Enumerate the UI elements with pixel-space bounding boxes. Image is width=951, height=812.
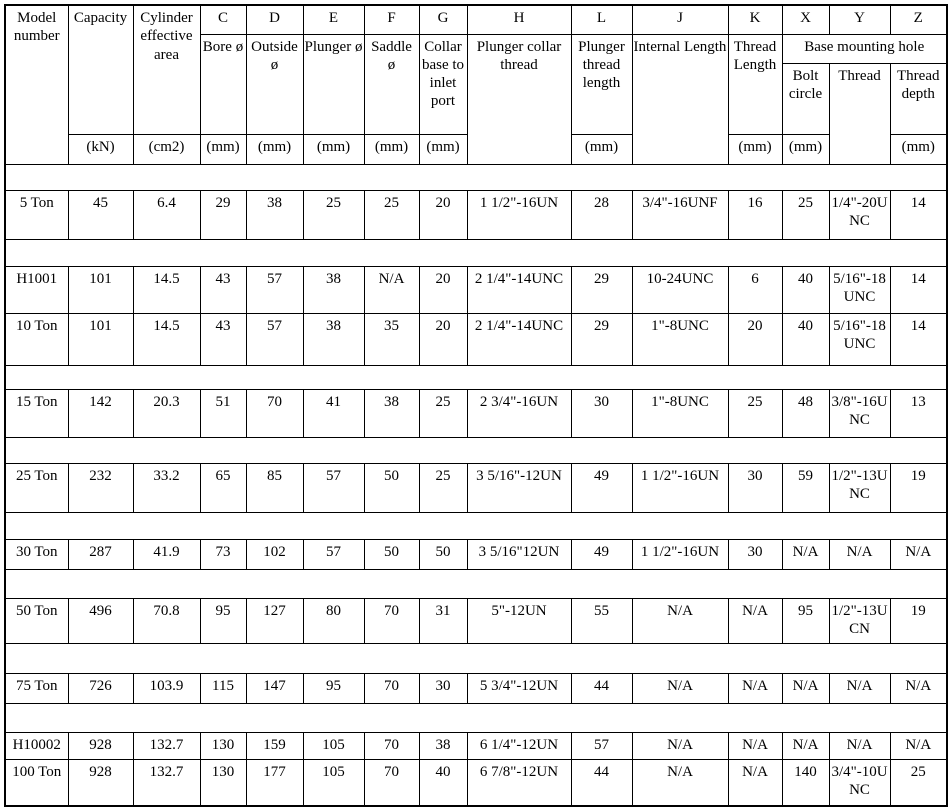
unit-x: (mm) — [782, 134, 829, 164]
table-cell: 44 — [571, 673, 632, 703]
table-cell: 2 1/4"-14UNC — [467, 313, 571, 365]
table-cell: N/A — [728, 759, 782, 806]
column-desc-plunger: Plunger ø — [303, 34, 364, 134]
table-cell: 5 3/4"-12UN — [467, 673, 571, 703]
table-cell: 3/8"-16UNC — [829, 389, 890, 437]
table-cell: 50 — [364, 539, 419, 569]
table-cell: 496 — [68, 598, 133, 643]
spacer-row — [5, 569, 947, 598]
table-cell: 1"-8UNC — [632, 389, 728, 437]
model-number-cell: 10 Ton — [5, 313, 68, 365]
table-cell: 13 — [890, 389, 947, 437]
table-cell: 159 — [246, 732, 303, 759]
column-desc-bore: Bore ø — [200, 34, 246, 134]
table-cell: N/A — [632, 598, 728, 643]
table-cell: 48 — [782, 389, 829, 437]
table-cell: 45 — [68, 190, 133, 239]
table-cell: N/A — [890, 539, 947, 569]
table-cell: 25 — [419, 389, 467, 437]
table-cell: 25 — [303, 190, 364, 239]
table-cell: 1/4"-20UNC — [829, 190, 890, 239]
column-letter-z: Z — [890, 5, 947, 34]
table-row — [5, 539, 947, 569]
table-cell: 57 — [303, 463, 364, 512]
column-letter-g: G — [419, 5, 467, 34]
table-cell: 1/2"-13UCN — [829, 598, 890, 643]
column-desc-plunger-thread-length: Plunger thread length — [571, 34, 632, 134]
spacer-cell — [5, 437, 947, 463]
spacer-row — [5, 643, 947, 673]
table-cell: 49 — [571, 463, 632, 512]
table-cell: 29 — [571, 266, 632, 313]
table-cell: 49 — [571, 539, 632, 569]
model-number-cell: H1001 — [5, 266, 68, 313]
unit-cylinder-area: (cm2) — [133, 134, 200, 164]
table-cell: 20.3 — [133, 389, 200, 437]
table-cell: 130 — [200, 732, 246, 759]
table-cell: 140 — [782, 759, 829, 806]
spacer-cell — [5, 643, 947, 673]
table-cell: 6.4 — [133, 190, 200, 239]
spacer-row — [5, 512, 947, 539]
table-cell: 1/2"-13UNC — [829, 463, 890, 512]
table-cell: 20 — [419, 266, 467, 313]
table-cell: 14.5 — [133, 266, 200, 313]
table-row — [5, 598, 947, 643]
model-number-cell: 15 Ton — [5, 389, 68, 437]
table-row — [5, 759, 947, 806]
column-desc-thread: Thread — [829, 63, 890, 164]
table-cell: 3 5/16"-12UN — [467, 463, 571, 512]
table-cell: 3 5/16"12UN — [467, 539, 571, 569]
column-header-capacity: Capacity — [68, 5, 133, 134]
spacer-cell — [5, 569, 947, 598]
table-cell: N/A — [632, 732, 728, 759]
column-desc-saddle: Saddle ø — [364, 34, 419, 134]
table-cell: 41 — [303, 389, 364, 437]
table-cell: 928 — [68, 759, 133, 806]
table-cell: 29 — [200, 190, 246, 239]
table-cell: 1 1/2"-16UN — [467, 190, 571, 239]
column-desc-plunger-collar-thread: Plunger collar thread — [467, 34, 571, 164]
table-cell: 232 — [68, 463, 133, 512]
table-cell: 57 — [303, 539, 364, 569]
table-cell: 25 — [419, 463, 467, 512]
table-cell: 50 — [364, 463, 419, 512]
table-cell: 38 — [303, 266, 364, 313]
column-desc-collar-base: Collar base to inlet port — [419, 34, 467, 134]
spacer-cell — [5, 239, 947, 266]
table-cell: 101 — [68, 313, 133, 365]
table-cell: 35 — [364, 313, 419, 365]
table-cell: 14 — [890, 313, 947, 365]
table-cell: 103.9 — [133, 673, 200, 703]
table-header — [5, 5, 947, 164]
table-cell: 5"-12UN — [467, 598, 571, 643]
table-cell: 29 — [571, 313, 632, 365]
column-desc-bolt-circle: Bolt circle — [782, 63, 829, 134]
table-cell: 1 1/2"-16UN — [632, 463, 728, 512]
table-cell: 80 — [303, 598, 364, 643]
table-cell: 19 — [890, 598, 947, 643]
unit-z: (mm) — [890, 134, 947, 164]
table-cell: 177 — [246, 759, 303, 806]
table-cell: 127 — [246, 598, 303, 643]
table-cell: 70.8 — [133, 598, 200, 643]
table-cell: 105 — [303, 732, 364, 759]
table-cell: 14 — [890, 190, 947, 239]
table-cell: 5/16"-18UNC — [829, 266, 890, 313]
table-row — [5, 389, 947, 437]
table-cell: 44 — [571, 759, 632, 806]
table-cell: 14.5 — [133, 313, 200, 365]
table-cell: 287 — [68, 539, 133, 569]
table-body — [5, 164, 947, 806]
table-cell: 70 — [246, 389, 303, 437]
table-cell: 132.7 — [133, 732, 200, 759]
column-letter-f: F — [364, 5, 419, 34]
model-number-cell: 25 Ton — [5, 463, 68, 512]
column-desc-thread-length: Thread Length — [728, 34, 782, 134]
spacer-cell — [5, 703, 947, 732]
table-cell: 102 — [246, 539, 303, 569]
model-number-cell: 50 Ton — [5, 598, 68, 643]
column-letter-j: J — [632, 5, 728, 34]
cylinder-spec-table — [4, 4, 948, 807]
table-cell: 30 — [419, 673, 467, 703]
table-cell: N/A — [632, 759, 728, 806]
column-letter-d: D — [246, 5, 303, 34]
table-cell: 3/4"-10UNC — [829, 759, 890, 806]
table-cell: 33.2 — [133, 463, 200, 512]
table-cell: 6 1/4"-12UN — [467, 732, 571, 759]
column-letter-l: L — [571, 5, 632, 34]
table-cell: N/A — [829, 732, 890, 759]
table-cell: 55 — [571, 598, 632, 643]
column-desc-thread-depth: Thread depth — [890, 63, 947, 134]
column-letter-e: E — [303, 5, 364, 34]
table-cell: N/A — [890, 732, 947, 759]
table-cell: 28 — [571, 190, 632, 239]
table-cell: 3/4"-16UNF — [632, 190, 728, 239]
unit-l: (mm) — [571, 134, 632, 164]
table-cell: N/A — [829, 539, 890, 569]
spacer-row — [5, 365, 947, 389]
column-header-model-number: Model number — [5, 5, 68, 164]
table-cell: 40 — [782, 266, 829, 313]
unit-e: (mm) — [303, 134, 364, 164]
column-letter-k: K — [728, 5, 782, 34]
column-header-cylinder-area: Cylinder effective area — [133, 5, 200, 134]
column-desc-internal-length: Internal Length — [632, 34, 728, 164]
table-cell: 10-24UNC — [632, 266, 728, 313]
table-cell: 130 — [200, 759, 246, 806]
table-cell: N/A — [829, 673, 890, 703]
table-cell: 73 — [200, 539, 246, 569]
spacer-row — [5, 239, 947, 266]
table-cell: 70 — [364, 673, 419, 703]
table-cell: 2 3/4"-16UN — [467, 389, 571, 437]
table-cell: N/A — [782, 673, 829, 703]
table-cell: 41.9 — [133, 539, 200, 569]
table-cell: 70 — [364, 759, 419, 806]
table-cell: 105 — [303, 759, 364, 806]
column-letter-y: Y — [829, 5, 890, 34]
table-row — [5, 313, 947, 365]
table-cell: 14 — [890, 266, 947, 313]
table-cell: 6 7/8"-12UN — [467, 759, 571, 806]
table-cell: N/A — [890, 673, 947, 703]
table-cell: 25 — [782, 190, 829, 239]
unit-f: (mm) — [364, 134, 419, 164]
table-cell: 70 — [364, 732, 419, 759]
table-cell: 57 — [571, 732, 632, 759]
table-cell: 51 — [200, 389, 246, 437]
table-cell: N/A — [782, 539, 829, 569]
table-cell: 16 — [728, 190, 782, 239]
table-cell: N/A — [364, 266, 419, 313]
table-cell: 38 — [246, 190, 303, 239]
table-cell: 95 — [200, 598, 246, 643]
table-cell: 928 — [68, 732, 133, 759]
table-cell: 25 — [890, 759, 947, 806]
model-number-cell: 30 Ton — [5, 539, 68, 569]
table-row — [5, 732, 947, 759]
model-number-cell: H10002 — [5, 732, 68, 759]
table-row — [5, 266, 947, 313]
table-cell: 1"-8UNC — [632, 313, 728, 365]
model-number-cell: 5 Ton — [5, 190, 68, 239]
table-cell: 57 — [246, 313, 303, 365]
table-cell: 132.7 — [133, 759, 200, 806]
table-cell: 43 — [200, 266, 246, 313]
table-cell: 25 — [364, 190, 419, 239]
unit-d: (mm) — [246, 134, 303, 164]
table-cell: N/A — [728, 598, 782, 643]
spacer-cell — [5, 164, 947, 190]
spacer-row — [5, 164, 947, 190]
table-cell: 31 — [419, 598, 467, 643]
table-cell: 19 — [890, 463, 947, 512]
table-cell: 6 — [728, 266, 782, 313]
table-cell: 70 — [364, 598, 419, 643]
table-cell: N/A — [728, 732, 782, 759]
table-cell: 30 — [571, 389, 632, 437]
table-cell: 1 1/2"-16UN — [632, 539, 728, 569]
table-cell: 38 — [303, 313, 364, 365]
table-cell: 147 — [246, 673, 303, 703]
table-cell: 50 — [419, 539, 467, 569]
table-cell: 30 — [728, 539, 782, 569]
column-desc-outside: Outside ø — [246, 34, 303, 134]
spacer-row — [5, 437, 947, 463]
table-cell: 38 — [419, 732, 467, 759]
column-group-base-mounting-hole: Base mounting hole — [782, 34, 947, 63]
table-cell: 57 — [246, 266, 303, 313]
column-letter-x: X — [782, 5, 829, 34]
unit-c: (mm) — [200, 134, 246, 164]
table-cell: 30 — [728, 463, 782, 512]
table-cell: 25 — [728, 389, 782, 437]
header-letter-row — [5, 5, 947, 34]
table-cell: 85 — [246, 463, 303, 512]
table-cell: 20 — [728, 313, 782, 365]
spacer-cell — [5, 365, 947, 389]
model-number-cell: 100 Ton — [5, 759, 68, 806]
table-cell: 142 — [68, 389, 133, 437]
unit-capacity: (kN) — [68, 134, 133, 164]
table-cell: 95 — [303, 673, 364, 703]
table-cell: 95 — [782, 598, 829, 643]
table-cell: 43 — [200, 313, 246, 365]
table-cell: 20 — [419, 313, 467, 365]
table-cell: 20 — [419, 190, 467, 239]
table-row — [5, 463, 947, 512]
table-cell: 5/16"-18UNC — [829, 313, 890, 365]
column-letter-c: C — [200, 5, 246, 34]
table-cell: 65 — [200, 463, 246, 512]
table-cell: 726 — [68, 673, 133, 703]
column-letter-h: H — [467, 5, 571, 34]
table-cell: N/A — [782, 732, 829, 759]
model-number-cell: 75 Ton — [5, 673, 68, 703]
spacer-cell — [5, 512, 947, 539]
table-row — [5, 190, 947, 239]
table-row — [5, 673, 947, 703]
table-cell: N/A — [632, 673, 728, 703]
table-cell: 115 — [200, 673, 246, 703]
table-cell: 40 — [419, 759, 467, 806]
table-cell: 38 — [364, 389, 419, 437]
table-cell: 101 — [68, 266, 133, 313]
table-cell: 40 — [782, 313, 829, 365]
table-cell: 59 — [782, 463, 829, 512]
spacer-row — [5, 703, 947, 732]
table-cell: 2 1/4"-14UNC — [467, 266, 571, 313]
unit-g: (mm) — [419, 134, 467, 164]
table-cell: N/A — [728, 673, 782, 703]
unit-k: (mm) — [728, 134, 782, 164]
